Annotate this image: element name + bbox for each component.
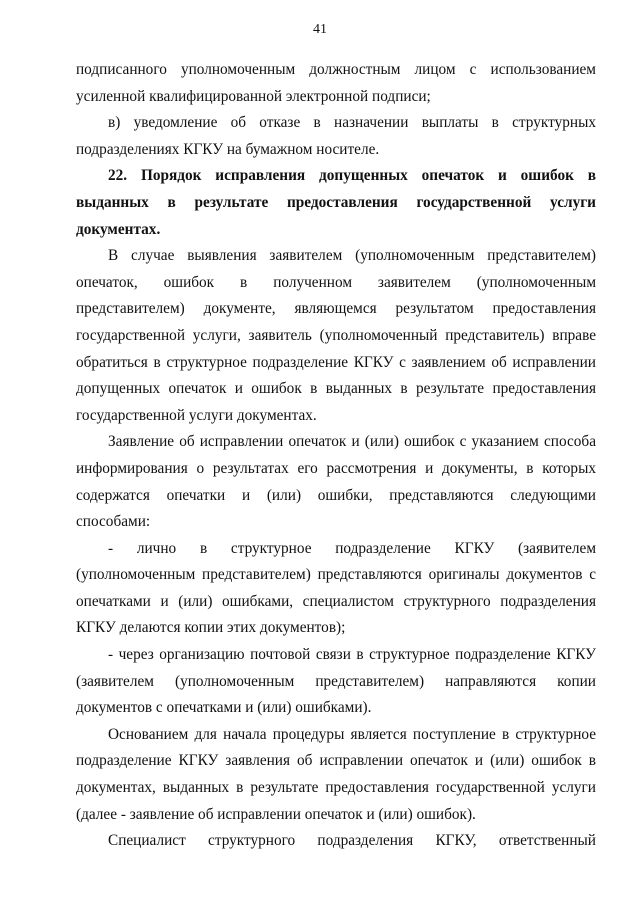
paragraph-procedure-basis: Основанием для начала процедуры является поступление в структурное подразделение КГКУ заявления об исправлении опечаток и (или) ошибок в документах, выданных в результате предоставления государственной услуги (далее - заявление об исправлении опечаток и (или) ошибок). <box>76 725 596 823</box>
list-item-postal: - через организацию почтовой связи в структурное подразделение КГКУ (заявителем (уполномоченным представителем) направляются копии документов с опечатками и (или) ошибками). <box>76 646 596 717</box>
paragraph-application-methods: Заявление об исправлении опечаток и (или) ошибок с указанием способа информирования о результатах его рассмотрения и документы, в которых содержатся опечатки и (или) ошибки, представляются следующими способами: <box>76 433 596 531</box>
list-item-in-person: - лично в структурное подразделение КГКУ (заявителем (уполномоченным представителем) представляются оригиналы документов с опечатками и (или) ошибками, специалистом структурного подразделения КГКУ делаются копии этих документов); <box>76 539 596 637</box>
paragraph-error-detection: В случае выявления заявителем (уполномоченным представителем) опечаток, ошибок в полученном заявителем (уполномоченным представителем) документе, являющемся результатом предоставления государственной услуги, заявитель (уполномоченный представитель) вправе обратиться в структурное подразделение КГКУ с заявлением об исправлении допущенных опечаток и ошибок в выданных в результате предоставления государственной услуги документах. <box>76 247 596 424</box>
page-number: 41 <box>313 22 327 37</box>
paragraph-signature-continuation: подписанного уполномоченным должностным лицом с использованием усиленной квалифицированной электронной подписи; <box>76 61 596 105</box>
section-heading-22: 22. Порядок исправления допущенных опечаток и ошибок в выданных в результате предоставления государственной услуги документах. <box>76 167 596 238</box>
paragraph-refusal-notice: в) уведомление об отказе в назначении выплаты в структурных подразделениях КГКУ на бумажном носителе. <box>76 114 596 158</box>
paragraph-responsible-specialist: Специалист структурного подразделения КГКУ, ответственный <box>108 832 596 850</box>
document-body <box>76 57 596 855</box>
